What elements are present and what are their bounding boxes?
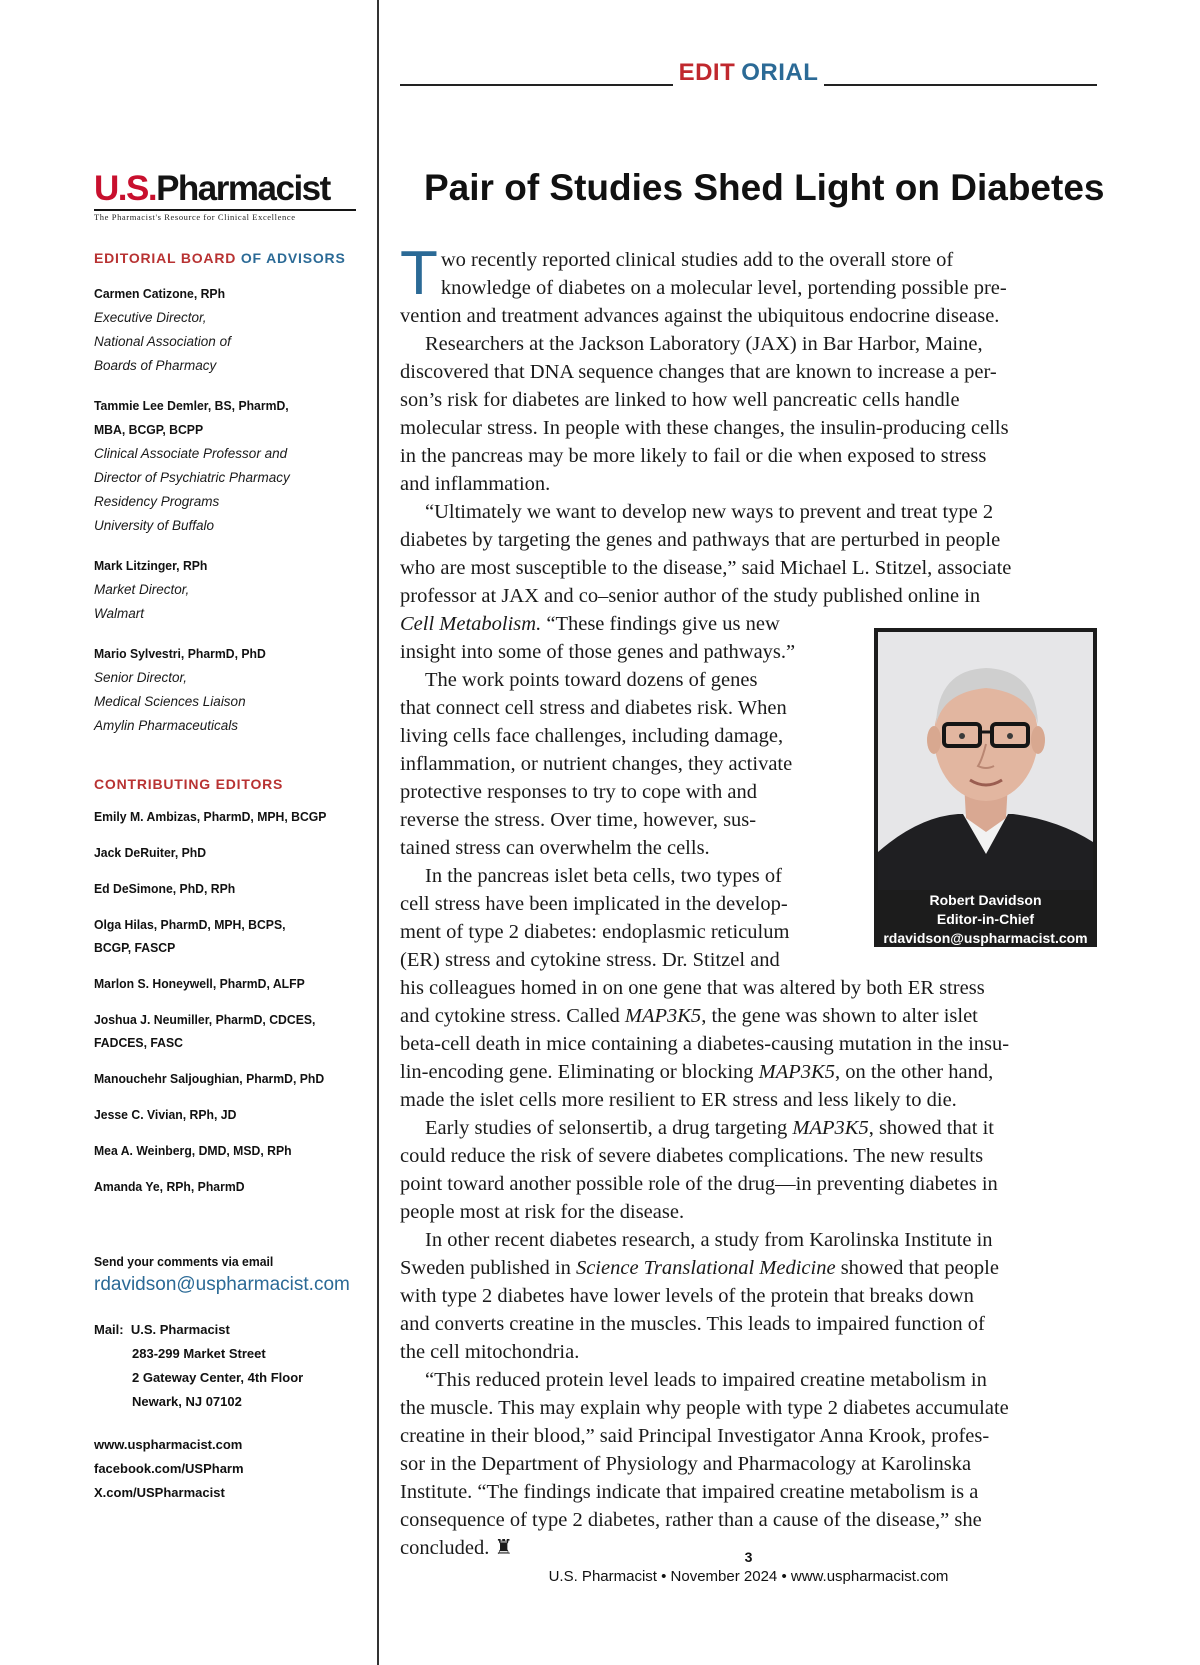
contributing-editor: Ed DeSimone, PhD, RPh: [94, 881, 236, 896]
masthead-column: [94, 169, 369, 1500]
contributing-editor: Jesse C. Vivian, RPh, JD: [94, 1107, 237, 1122]
comments-block: Send your comments via email rdavidson@uspharmacist.com: [94, 1252, 350, 1298]
column-divider: [377, 0, 379, 1665]
x-link[interactable]: X.com/USPharmacist: [94, 1485, 225, 1500]
board-member: Tammie Lee Demler, BS, PharmD, MBA, BCGP, BCPP Clinical Associate Professor and Director of Psychiatric Pharmacy Residency Programs University of Buffalo: [94, 398, 290, 533]
contributing-editors-heading: CONTRIBUTING EDITORS: [94, 776, 284, 792]
contributing-editor: Olga Hilas, PharmD, MPH, BCPS, BCGP, FASCP: [94, 917, 286, 955]
contributing-editor: Jack DeRuiter, PhD: [94, 845, 207, 860]
portrait-illustration: [878, 632, 1093, 890]
board-member: Mario Sylvestri, PharmD, PhD Senior Director, Medical Sciences Liaison Amylin Pharmaceuticals: [94, 646, 266, 733]
photo-caption: Robert Davidson Editor-in-Chief rdavidson@uspharmacist.com: [878, 890, 1093, 948]
mailing-address: Mail: U.S. Pharmacist 283-299 Market Street 2 Gateway Center, 4th Floor Newark, NJ 07102: [94, 1322, 304, 1409]
comments-email-link[interactable]: rdavidson@uspharmacist.com: [94, 1274, 350, 1295]
editorial-board: [94, 250, 369, 738]
drop-cap: T: [400, 239, 438, 308]
page-footer: [400, 1547, 1097, 1587]
board-member: Mark Litzinger, RPh Market Director, Walmart: [94, 558, 208, 621]
page-number: 3: [744, 1549, 753, 1565]
web-links: [94, 1433, 244, 1505]
contributing-editor: Mea A. Weinberg, DMD, MSD, RPh: [94, 1143, 292, 1158]
editor-portrait: [878, 632, 1093, 890]
contributing-editor: Manouchehr Saljoughian, PharmD, PhD: [94, 1071, 325, 1086]
editor-photo-box: [874, 628, 1097, 947]
facebook-link[interactable]: facebook.com/USPharm: [94, 1461, 244, 1476]
us-pharmacist-logo: U.S.Pharmacist The Pharmacist's Resource for Clinical Excellence: [94, 170, 356, 222]
article-body: T wo recently reported clinical studies add to the overall store of knowledge of diabetes on a molecular level, portending possible pre- vention and treatment advances against the ubiquitous endocrine disease. Researchers at the Jackson Laboratory (JAX) in Bar Harbor, Maine, discovered that DNA sequence changes that are known to increase a per- son’s risk for diabetes are linked to how well pancreatic cells handle molecular stress. In people with these changes, the insulin-producing cells in the pancreas may be more likely to fail or die when exposed to stress and inflammation. “Ultimately we want to develop new ways to prevent and treat type 2 diabetes by targeting the genes and pathways that are perturbed in people who are most susceptible to the disease,” said Michael L. Stitzel, associate professor at JAX and co–senior author of the study published online in Cell Metabolism. “These findings give us new insight into some of those genes and pathways.” The work points toward dozens of genes that connect cell stress and diabetes risk. When living cells face challenges, including damage, inflammation, or nutrient changes, they activate protective responses to try to cope with and reverse the stress. Over time, however, sus- tained stress can overwhelm the cells. In the pancreas islet beta cells, two types of cell stress have been implicated in the develop- ment of type 2 diabetes: endoplasmic reticulum (ER) stress and cytokine stress. Dr. Stitzel and his colleagues homed in on one gene that was altered by both ER stress and cytokine stress. Called MAP3K5, the gene was shown to alter islet beta-cell death in mice containing a diabetes-causing mutation in the insu- lin-encoding gene. Eliminating or blocking MAP3K5, on the other hand, made the islet cells more resilient to ER stress and less likely to die. Early studies of selonsertib, a drug targeting MAP3K5, showed that it could reduce the risk of severe diabetes complications. The new results point toward another possible role of the drug—in preventing diabetes in people most at risk for the disease. In other recent diabetes research, a study from Karolinska Institute in Sweden published in Science Translational Medicine showed that people with type 2 diabetes have lower levels of the protein that breaks down and converts creatine in the muscles. This leads to impaired function of the cell mitochondria. “This reduced protein level leads to impaired creatine metabolism in the muscle. This may explain why people with type 2 diabetes accumulate creatine in their blood,” said Principal Investigator Anna Krook, profes- sor in the Department of Physiology and Pharmacology at Karolinska Institute. “The findings indicate that impaired creatine metabolism is a consequence of type 2 diabetes, rather than a cause of the disease,” she concluded. ♜: [400, 239, 1012, 1559]
contributing-editor: Marlon S. Honeywell, PharmD, ALFP: [94, 976, 305, 991]
contributing-editor: Amanda Ye, RPh, PharmD: [94, 1179, 245, 1194]
editorial-board-heading: EDITORIAL BOARD OF ADVISORS: [94, 250, 346, 266]
contributing-editor: Emily M. Ambizas, PharmD, MPH, BCGP: [94, 809, 327, 824]
board-member: Carmen Catizone, RPh Executive Director, National Association of Boards of Pharmacy: [94, 286, 231, 373]
article-title: Pair of Studies Shed Light on Diabetes: [424, 167, 1105, 208]
end-mark-icon: ♜: [489, 1537, 513, 1559]
contributing-editor: Joshua J. Neumiller, PharmD, CDCES, FADCES, FASC: [94, 1012, 316, 1050]
footer-credit: U.S. Pharmacist • November 2024 • www.uspharmacist.com: [548, 1568, 949, 1585]
section-label: EDIT ORIAL: [400, 60, 1097, 86]
contributing-editors: [94, 776, 341, 1198]
editor-email[interactable]: rdavidson@uspharmacist.com: [883, 930, 1088, 946]
website-link[interactable]: www.uspharmacist.com: [94, 1437, 243, 1452]
